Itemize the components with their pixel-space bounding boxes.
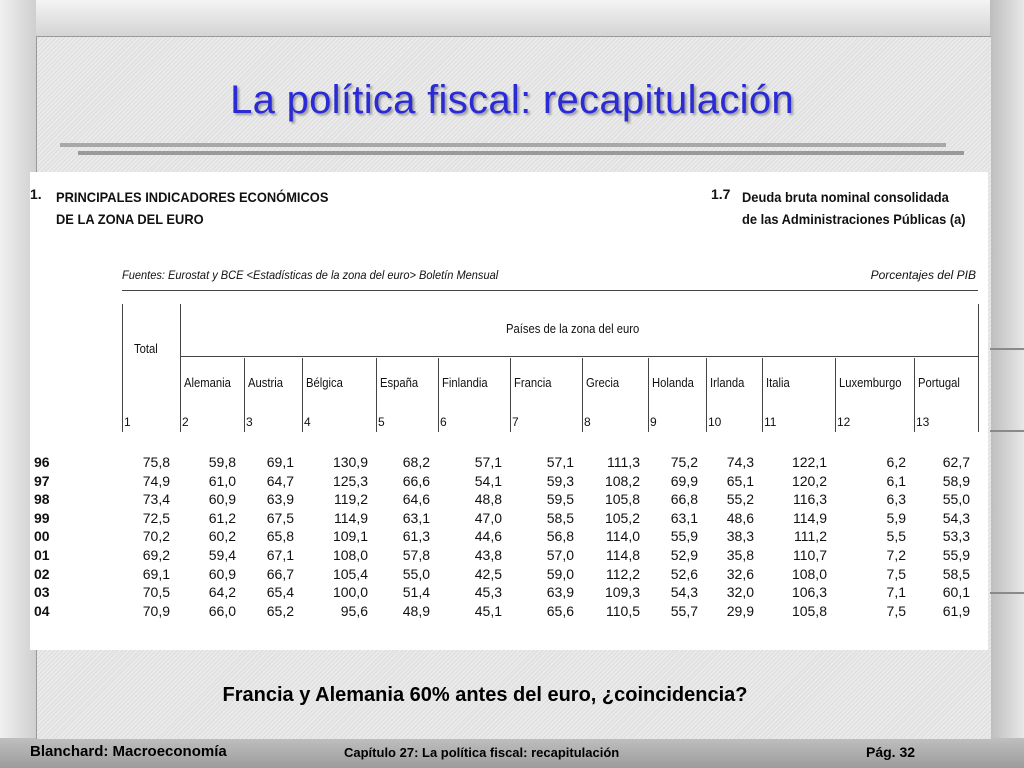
table-cell: 95,6 xyxy=(340,602,368,619)
table-cell: 29,9 xyxy=(726,602,754,619)
row-year: 01 xyxy=(34,547,50,563)
table-cell: 114,0 xyxy=(606,528,640,545)
table-cell: 66,7 xyxy=(266,565,294,582)
table-cell: 105,2 xyxy=(604,509,640,526)
table-cell: 7,5 xyxy=(886,565,906,582)
table-cell: 110,5 xyxy=(606,602,640,619)
column-number: 5 xyxy=(378,415,385,429)
row-year: 98 xyxy=(34,491,50,508)
table-cell: 63,1 xyxy=(402,509,430,526)
column-number: 3 xyxy=(246,415,253,429)
table-cell: 55,2 xyxy=(726,491,754,508)
column-number: 9 xyxy=(650,415,657,429)
table-row xyxy=(30,454,988,472)
table-cell: 55,0 xyxy=(942,491,970,508)
column-number: 10 xyxy=(708,415,722,429)
table-row xyxy=(30,528,988,546)
table-cell: 52,6 xyxy=(670,565,698,582)
column-rule xyxy=(978,304,979,432)
country-header: Grecia xyxy=(586,376,620,390)
column-rule xyxy=(582,358,583,432)
table-cell: 112,2 xyxy=(606,565,640,582)
column-number: 8 xyxy=(584,415,591,429)
table-cell: 42,5 xyxy=(474,565,502,582)
country-header: Bélgica xyxy=(306,376,343,390)
table-cell: 60,2 xyxy=(208,528,236,545)
table-cell: 43,8 xyxy=(474,547,502,563)
footer-page: Pág. 32 xyxy=(866,744,916,760)
table-row xyxy=(30,547,988,565)
table-cell: 65,2 xyxy=(266,602,294,619)
document-heading xyxy=(56,186,328,230)
column-rule xyxy=(835,358,836,432)
column-rule xyxy=(510,358,511,432)
row-year: 97 xyxy=(34,472,50,489)
table-cell: 67,1 xyxy=(266,547,294,563)
section-line: de las Administraciones Públicas (a) xyxy=(742,211,966,227)
table-cell: 32,0 xyxy=(726,584,754,601)
table-cell: 57,0 xyxy=(546,547,574,563)
table-cell: 63,9 xyxy=(266,491,294,508)
table-cell: 51,4 xyxy=(402,584,430,601)
table-cell: 119,2 xyxy=(334,491,368,508)
table-cell: 109,1 xyxy=(332,528,368,545)
table-cell: 100,0 xyxy=(332,584,368,601)
table-cell: 59,5 xyxy=(546,491,574,508)
table-cell: 64,6 xyxy=(402,491,430,508)
table-row xyxy=(30,491,988,509)
column-number: 11 xyxy=(764,415,777,429)
heading-line: PRINCIPALES INDICADORES ECONÓMICOS xyxy=(56,189,329,205)
table-row xyxy=(30,566,988,584)
frame-divider xyxy=(990,592,1024,594)
title-underline xyxy=(60,143,946,147)
slide-caption: Francia y Alemania 60% antes del euro, ¿coincidencia? xyxy=(222,684,748,706)
table-row xyxy=(30,473,988,491)
country-header: Austria xyxy=(248,376,284,390)
column-number: 2 xyxy=(182,415,189,429)
table-row xyxy=(30,584,988,602)
table-cell: 45,1 xyxy=(474,602,502,619)
table-cell: 55,7 xyxy=(670,602,698,619)
country-header: España xyxy=(380,376,419,390)
country-header: Holanda xyxy=(652,376,694,390)
table-cell: 6,2 xyxy=(886,454,906,470)
row-year: 00 xyxy=(34,528,50,545)
table-cell: 5,9 xyxy=(886,509,906,526)
table-cell: 120,2 xyxy=(791,472,827,489)
table-cell: 7,2 xyxy=(886,547,906,563)
table-cell: 105,4 xyxy=(332,565,368,582)
row-year: 04 xyxy=(34,602,50,619)
heading-line: DE LA ZONA DEL EURO xyxy=(56,211,204,227)
table-cell: 57,1 xyxy=(546,454,574,470)
column-number: 12 xyxy=(837,415,851,429)
table-cell: 54,1 xyxy=(474,472,502,489)
row-year: 02 xyxy=(34,565,50,582)
column-number: 1 xyxy=(124,415,131,429)
table-cell: 61,0 xyxy=(208,472,236,489)
table-cell: 58,5 xyxy=(942,565,970,582)
table-cell: 59,0 xyxy=(546,565,574,582)
slide-title: La política fiscal: recapitulación xyxy=(230,78,794,122)
table-cell: 56,8 xyxy=(546,528,574,545)
footer-chapter: Capítulo 27: La política fiscal: recapitulación xyxy=(344,745,620,760)
table-cell: 65,8 xyxy=(266,528,294,545)
table-cell: 114,9 xyxy=(334,509,368,526)
document-number: 1. xyxy=(30,186,42,202)
column-rule xyxy=(302,358,303,432)
table-cell: 60,9 xyxy=(208,565,236,582)
table-cell: 70,5 xyxy=(142,584,170,601)
table-cell: 58,9 xyxy=(942,472,970,489)
column-rule xyxy=(648,358,649,432)
frame-divider xyxy=(990,348,1024,350)
table-top-rule xyxy=(122,290,978,291)
units-note: Porcentajes del PIB xyxy=(870,268,976,282)
group-header: Países de la zona del euro xyxy=(506,322,640,336)
section-title xyxy=(742,186,966,230)
footer-author: Blanchard: Macroeconomía xyxy=(30,743,227,760)
table-cell: 59,8 xyxy=(208,454,236,470)
column-number: 6 xyxy=(440,415,447,429)
country-header: Luxemburgo xyxy=(839,376,902,390)
column-rule xyxy=(762,358,763,432)
column-number: 13 xyxy=(916,415,930,429)
table-row xyxy=(30,510,988,528)
table-cell: 69,1 xyxy=(142,565,170,582)
table-cell: 66,0 xyxy=(208,602,236,619)
row-year: 99 xyxy=(34,509,50,526)
table-cell: 53,3 xyxy=(942,528,970,545)
table-cell: 62,7 xyxy=(942,454,970,470)
table-cell: 52,9 xyxy=(670,547,698,563)
table-cell: 108,0 xyxy=(332,547,368,563)
table-cell: 63,9 xyxy=(546,584,574,601)
table-cell: 75,2 xyxy=(670,454,698,470)
table-cell: 7,5 xyxy=(886,602,906,619)
table-cell: 67,5 xyxy=(266,509,294,526)
column-number: 4 xyxy=(304,415,311,429)
table-cell: 108,0 xyxy=(791,565,827,582)
column-rule xyxy=(914,358,915,432)
table-cell: 111,3 xyxy=(607,454,640,470)
table-cell: 65,1 xyxy=(726,472,754,489)
table-cell: 74,3 xyxy=(726,454,754,470)
table-cell: 54,3 xyxy=(670,584,698,601)
section-number: 1.7 xyxy=(711,186,731,202)
table-cell: 69,1 xyxy=(266,454,294,470)
table-cell: 74,9 xyxy=(142,472,170,489)
section-line: Deuda bruta nominal consolidada xyxy=(742,189,949,205)
total-header: Total xyxy=(134,342,158,356)
frame-divider xyxy=(990,430,1024,432)
group-header-rule xyxy=(180,356,978,357)
table-cell: 70,9 xyxy=(142,602,170,619)
table-cell: 32,6 xyxy=(726,565,754,582)
country-header: Alemania xyxy=(184,376,231,390)
table-cell: 59,4 xyxy=(208,547,236,563)
table-cell: 73,4 xyxy=(142,491,170,508)
sources-note: Fuentes: Eurostat y BCE <Estadísticas de la zona del euro> Boletín Mensual xyxy=(122,268,499,282)
table-cell: 5,5 xyxy=(886,528,906,545)
table-cell: 122,1 xyxy=(791,454,827,470)
table-cell: 59,3 xyxy=(546,472,574,489)
table-cell: 114,8 xyxy=(606,547,640,563)
table-cell: 106,3 xyxy=(791,584,827,601)
table-cell: 60,9 xyxy=(208,491,236,508)
table-cell: 111,2 xyxy=(794,528,827,545)
column-rule xyxy=(122,304,123,432)
column-rule xyxy=(180,304,181,432)
table-cell: 7,1 xyxy=(886,584,906,601)
table-cell: 61,9 xyxy=(942,602,970,619)
table-cell: 47,0 xyxy=(474,509,502,526)
table-cell: 69,9 xyxy=(670,472,698,489)
country-header: Finlandia xyxy=(442,376,488,390)
table-cell: 45,3 xyxy=(474,584,502,601)
table-cell: 68,2 xyxy=(402,454,430,470)
table-cell: 105,8 xyxy=(604,491,640,508)
frame-bevel-top xyxy=(0,0,1024,36)
table-cell: 61,3 xyxy=(402,528,430,545)
table-cell: 125,3 xyxy=(332,472,368,489)
table-cell: 65,4 xyxy=(266,584,294,601)
table-cell: 116,3 xyxy=(793,491,827,508)
table-cell: 61,2 xyxy=(208,509,236,526)
table-cell: 130,9 xyxy=(332,454,368,470)
column-rule xyxy=(438,358,439,432)
table-cell: 58,5 xyxy=(546,509,574,526)
table-cell: 110,7 xyxy=(793,547,827,563)
table-cell: 70,2 xyxy=(142,528,170,545)
scanned-table-document xyxy=(30,172,988,650)
table-cell: 75,8 xyxy=(142,454,170,470)
table-cell: 109,3 xyxy=(604,584,640,601)
table-cell: 48,6 xyxy=(726,509,754,526)
table-cell: 105,8 xyxy=(791,602,827,619)
country-header: Irlanda xyxy=(710,376,745,390)
table-cell: 69,2 xyxy=(142,547,170,563)
table-cell: 64,7 xyxy=(266,472,294,489)
table-cell: 114,9 xyxy=(793,509,827,526)
table-cell: 48,9 xyxy=(402,602,430,619)
country-header: Francia xyxy=(514,376,552,390)
column-rule xyxy=(376,358,377,432)
table-cell: 64,2 xyxy=(208,584,236,601)
table-cell: 57,8 xyxy=(402,547,430,563)
column-rule xyxy=(244,358,245,432)
table-cell: 6,1 xyxy=(886,472,906,489)
table-cell: 57,1 xyxy=(474,454,502,470)
table-cell: 66,8 xyxy=(670,491,698,508)
table-cell: 66,6 xyxy=(402,472,430,489)
table-row xyxy=(30,603,988,621)
table-cell: 55,9 xyxy=(942,547,970,563)
table-cell: 54,3 xyxy=(942,509,970,526)
table-cell: 72,5 xyxy=(142,509,170,526)
table-cell: 63,1 xyxy=(670,509,698,526)
country-header: Portugal xyxy=(918,376,960,390)
table-cell: 55,0 xyxy=(402,565,430,582)
table-cell: 65,6 xyxy=(546,602,574,619)
column-number: 7 xyxy=(512,415,519,429)
title-underline-shadow xyxy=(78,151,964,155)
row-year: 96 xyxy=(34,454,50,470)
table-cell: 38,3 xyxy=(726,528,754,545)
column-rule xyxy=(706,358,707,432)
table-cell: 35,8 xyxy=(726,547,754,563)
table-cell: 108,2 xyxy=(604,472,640,489)
table-cell: 44,6 xyxy=(474,528,502,545)
table-cell: 55,9 xyxy=(670,528,698,545)
row-year: 03 xyxy=(34,584,50,601)
table-cell: 48,8 xyxy=(474,491,502,508)
table-cell: 6,3 xyxy=(886,491,906,508)
country-header: Italia xyxy=(766,376,790,390)
table-cell: 60,1 xyxy=(942,584,970,601)
